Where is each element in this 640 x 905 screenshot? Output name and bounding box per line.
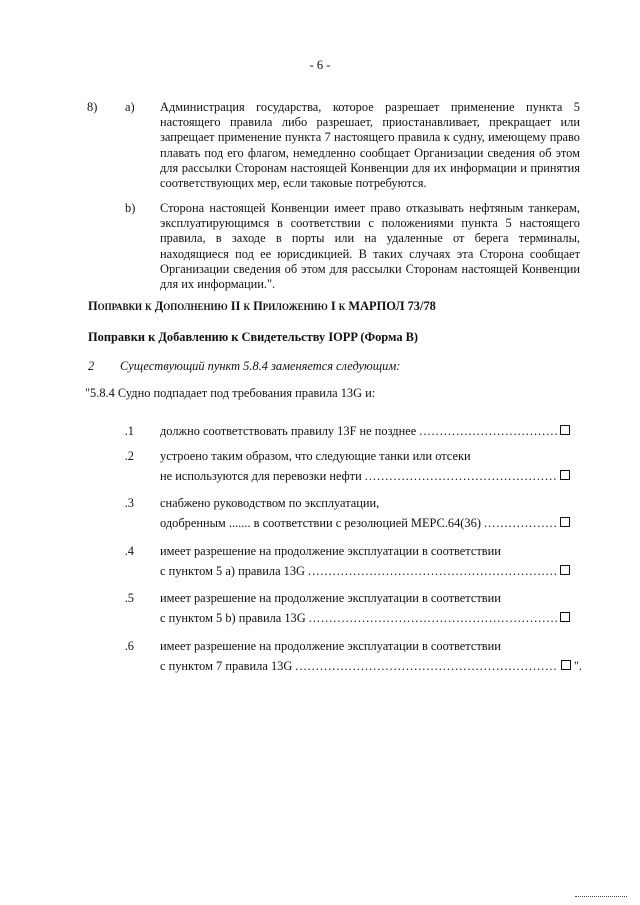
subparagraph-b-label: b) [125,201,136,215]
dot-leader [309,611,557,626]
scan-artifact [575,896,627,899]
item-text-line1: имеет разрешение на продолжение эксплуатации в соответствии [160,591,501,605]
item-row [160,469,570,484]
appendix-ii-heading: Поправки к Дополнению II к Приложению I к МАРПОЛ 73/78 [88,299,436,313]
subparagraph-a-text: Администрация государства, которое разрешает применение пункта 5 настоящего правила либо разрешает, приостанавливает, прекращает или запрещает применение пункта 7 настоящего правила к судну, имеющему право плавать под его флагом, немедленно сообщает Организации сведения об этом для рассылки Сторонам настоящей Конвенции для их информации и принятия соответствующих мер, если таковые потребуются. [160,100,580,191]
item-number: .1 [124,424,134,438]
checkbox[interactable] [560,612,570,622]
item-row [160,659,582,674]
item-row [160,611,570,626]
item-text: должно соответствовать правилу 13F не позднее [160,424,417,438]
item-row [160,516,570,531]
checkbox[interactable] [560,425,570,435]
dot-leader [295,659,558,674]
instruction-line [88,359,400,374]
subparagraph-a-label: a) [125,100,135,114]
item-text: с пунктом 5 b) правила 13G [160,611,306,625]
subparagraph-b-text: Сторона настоящей Конвенции имеет право отказывать нефтяным танкерам, эксплуатирующимся в соответствии с положениями пункта 5 настоящего правила, в заходе в порты или на удаленные от берега терминалы, находящиеся под ее юрисдикцией. В таких случаях эта Сторона сообщает Организации сведения об этом для рассылки Сторонам настоящей Конвенции для их информации.". [160,201,580,292]
item-text: с пунктом 5 a) правила 13G [160,564,306,578]
checkbox[interactable] [560,517,570,527]
dot-leader [308,564,557,579]
item-text-line1: устроено таким образом, что следующие танки или отсеки [160,449,471,463]
dot-leader [365,469,557,484]
instruction-number: 2 [88,359,95,373]
checkbox[interactable] [560,565,570,575]
item-text-line1: снабжено руководством по эксплуатации, [160,496,380,510]
item-row [160,424,570,439]
instruction-text: Существующий пункт 5.8.4 заменяется следующим: [120,359,401,373]
item-text: не используются для перевозки нефти [160,469,362,483]
item-text-line1: имеет разрешение на продолжение эксплуатации в соответствии [160,639,501,653]
checkbox[interactable] [561,660,571,670]
clause-584: "5.8.4 Судно подпадает под требования правила 13G и: [85,386,376,400]
item-number: .6 [124,639,134,653]
item-number: .2 [124,449,134,463]
dot-leader [484,516,557,531]
item-text: с пунктом 7 правила 13G [160,659,293,673]
item-number: .5 [124,591,134,605]
item-number: .4 [124,544,134,558]
item-row [160,564,570,579]
item-text-line1: имеет разрешение на продолжение эксплуатации в соответствии [160,544,501,558]
item-text: одобренным ....... в соответствии с резолюцией МЕРС.64(36) [160,516,481,530]
item-number: .3 [124,496,134,510]
closing-quote: ". [573,659,582,673]
iopp-heading: Поправки к Добавлению к Свидетельству IOPP (Форма B) [88,330,419,344]
dot-leader [419,424,557,439]
page-number: - 6 - [309,58,331,72]
paragraph-number: 8) [87,100,98,114]
checkbox[interactable] [560,470,570,480]
